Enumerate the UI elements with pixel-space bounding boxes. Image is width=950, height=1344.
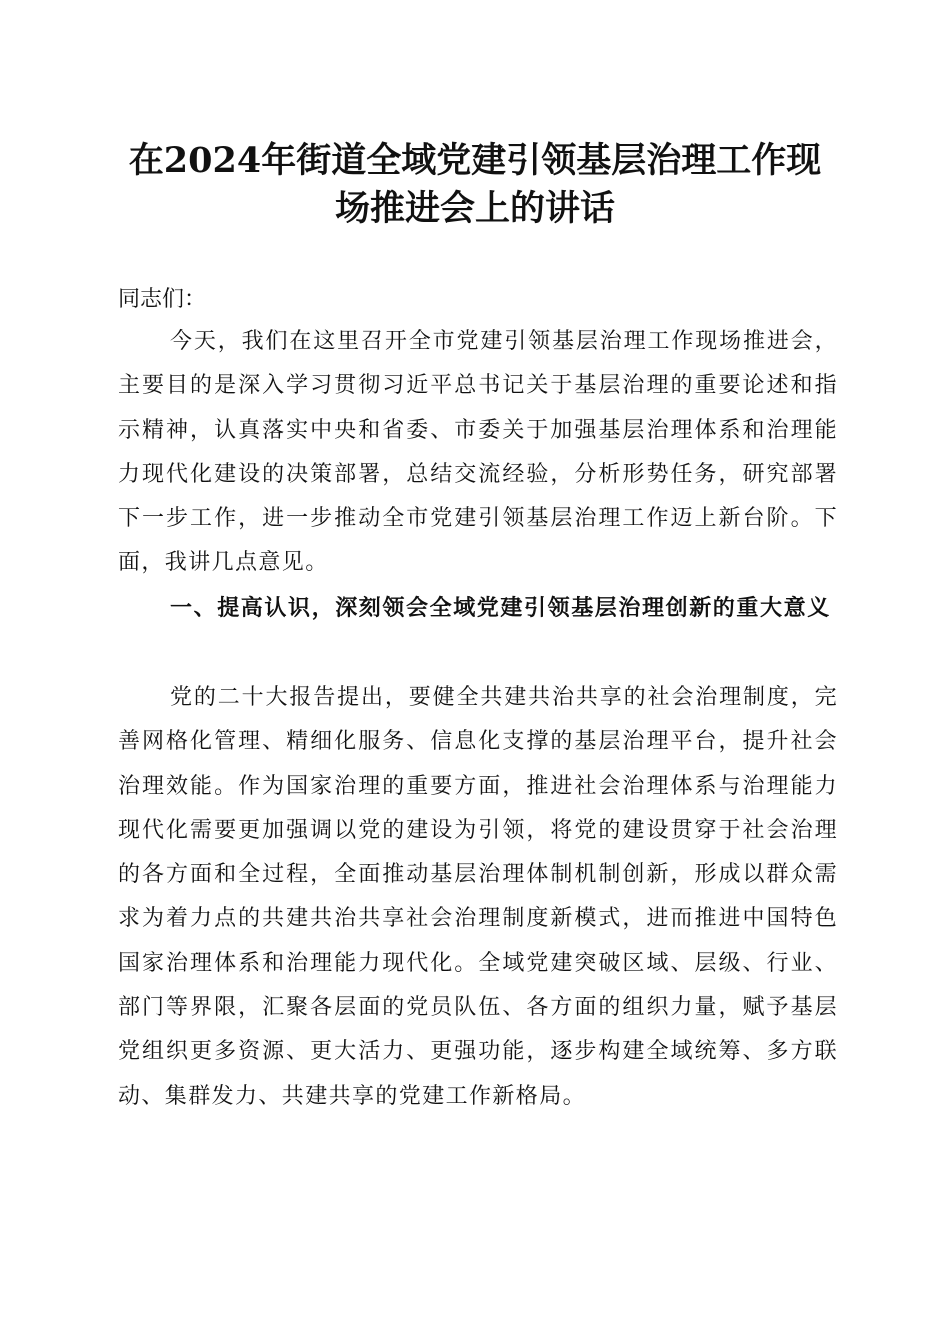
section-heading-1: 一、提高认识，深刻领会全域党建引领基层治理创新的重大意义: [170, 596, 831, 621]
salutation: 同志们：: [118, 287, 207, 312]
document-title-line-2: 场推进会上的讲话: [334, 188, 615, 229]
section-1-paragraph: 党的二十大报告提出，要健全共建共治共享的社会治理制度，完善网格化管理、精细化服务、信息化支撑的基层治理平台，提升社会治理效能。作为国家治理的重要方面，推进社会治理体系与治理能力现代化需要更加强调以党的建设为引领，将党的建设贯穿于社会治理的各方面和全过程，全面推动基层治理体制机制创新，形成以群众需求为着力点的共建共治共享社会治理制度新模式，进而推进中国特色国家治理体系和治理能力现代化。全域党建突破区域、层级、行业、部门等界限，汇聚各层面的党员队伍、各方面的组织力量，赋予基层党组织更多资源、更大活力、更强功能，逐步构建全域统筹、多方联动、集群发力、共建共享的党建工作新格局。: [118, 685, 838, 1109]
document-title-line-1: 在2024年街道全域党建引领基层治理工作现: [128, 140, 822, 181]
opening-paragraph: 今天，我们在这里召开全市党建引领基层治理工作现场推进会，主要目的是深入学习贯彻习近平总书记关于基层治理的重要论述和指示精神，认真落实中央和省委、市委关于加强基层治理体系和治理能力现代化建设的决策部署，总结交流经验，分析形势任务，研究部署下一步工作，进一步推动全市党建引领基层治理工作迈上新台阶。下面，我讲几点意见。: [118, 329, 838, 576]
